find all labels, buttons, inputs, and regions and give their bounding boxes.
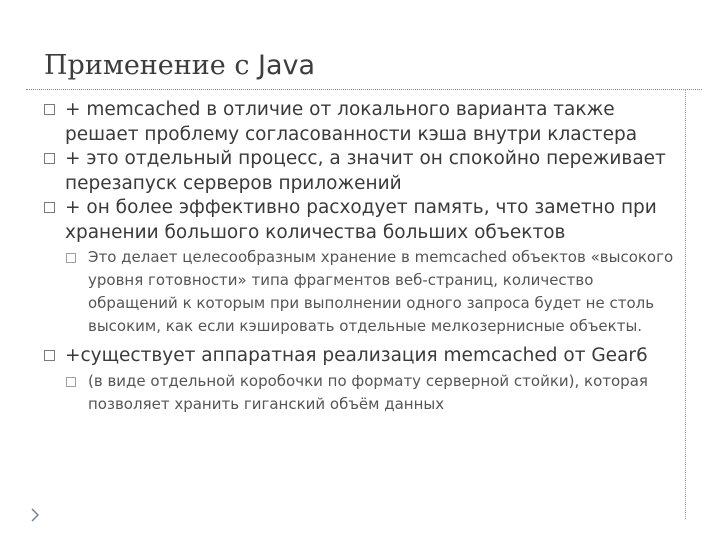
bullet-text: +существует аппаратная реализация memcached от Gear6 bbox=[65, 345, 648, 366]
checkbox-sub-bullet-icon bbox=[66, 253, 76, 263]
slide-title-cyrillic: Применение с bbox=[44, 50, 259, 81]
slide-title-latin: Java bbox=[258, 50, 316, 81]
bullet-text: + memcached в отличие от локального варианта также решает проблему согласованности кэша внутри кластера bbox=[65, 99, 638, 145]
corner-arrow-icon bbox=[30, 508, 40, 522]
bullet-item bbox=[44, 196, 680, 245]
bullet-text: + это отдельный процесс, а значит он спокойно переживает перезапуск серверов приложений bbox=[65, 148, 666, 194]
bullet-item bbox=[44, 147, 680, 196]
bullet-item bbox=[44, 344, 680, 369]
bullet-list bbox=[44, 98, 680, 416]
sub-bullet-text: Это делает целесообразным хранение в memcached объектов «высокого уровня готовности» типа фрагментов веб-страниц, количество обращений к которым при выполнении одного запроса будет не столь высоким, как если кэшировать отдельные мелкозернисные объекты. bbox=[88, 248, 674, 335]
bullet-text: + он более эффективно расходует память, что заметно при хранении большого количества больших объектов bbox=[65, 197, 657, 243]
sub-bullet-text: (в виде отдельной коробочки по формату серверной стойки), которая позволяет хранить гиганский объём данных bbox=[88, 371, 648, 413]
checkbox-bullet-icon bbox=[44, 153, 55, 164]
bullet-item bbox=[44, 98, 680, 147]
sub-bullet-item bbox=[44, 370, 680, 416]
sub-bullet-item bbox=[44, 246, 680, 338]
slide-title bbox=[44, 50, 315, 81]
checkbox-bullet-icon bbox=[44, 104, 55, 115]
right-margin-divider bbox=[685, 89, 686, 519]
checkbox-sub-bullet-icon bbox=[66, 377, 76, 387]
checkbox-bullet-icon bbox=[44, 202, 55, 213]
checkbox-bullet-icon bbox=[44, 350, 55, 361]
title-divider bbox=[26, 89, 702, 90]
